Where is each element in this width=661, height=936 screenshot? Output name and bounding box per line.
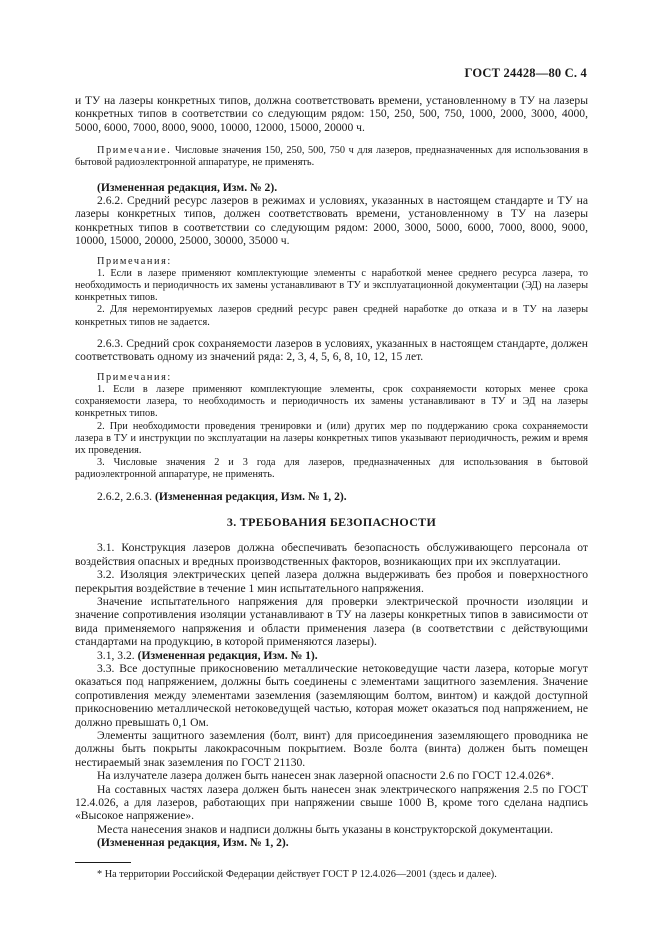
clause-3-1: 3.1. Конструкция лазеров должна обеспечивать безопасность обслуживающего персонала от воздействия опасных и вредных производственных факторов, возникающих при их эксплуатации. (75, 541, 588, 568)
edition-note (75, 490, 588, 503)
note-paragraph (75, 145, 588, 169)
clause-3-3-paragraph: Элементы защитного заземления (болт, винт) для присоединения заземляющего проводника не должны быть покрыты лакокрасочным покрытием. Возле болта (винта) должен быть помещен нестираемый знак заземления по ГОСТ 21130. (75, 729, 588, 769)
edition-note-text: (Измененная редакция, Изм. № 2). (97, 180, 278, 194)
footnote-divider (75, 862, 131, 863)
edition-note (75, 836, 588, 849)
clause-2-6-2: 2.6.2. Средний ресурс лазеров в режимах и условиях, указанных в настоящем стандарте и ТУ на лазеры конкретных типов, должен соответствовать времени, установленному в ТУ на лазеры конкретных типов в соответствии со следующим рядом: 2000, 3000, 5000, 6000, 7000, 8000, 9000, 10000, 15000, 20000, 25000, 30000, 35000 ч. (75, 194, 588, 248)
notes-heading: Примечания: (97, 255, 172, 267)
clause-3-2: 3.2. Изоляция электрических цепей лазера должна выдерживать без пробоя и поверхностного перекрытия воздействие в течение 1 мин испытательного напряжения. (75, 568, 588, 595)
section-title: 3. ТРЕБОВАНИЯ БЕЗОПАСНОСТИ (226, 514, 437, 529)
note-item: 2. Для неремонтируемых лазеров средний ресурс равен средней наработке до отказа и в ТУ на лазеры конкретных типов не задается. (75, 304, 588, 328)
note-item: 1. Если в лазере применяют комплектующие элементы, срок сохраняемости которых менее срока сохраняемости лазера, то необходимость и периодичность их замены устанавливают в ТУ и ЭД на лазеры конкретных типов. (75, 383, 588, 420)
page-header: ГОСТ 24428—80 С. 4 (464, 66, 587, 80)
clause-3-2-paragraph: Значение испытательного напряжения для проверки электрической прочности изоляции и значение сопротивления изоляции устанавливают в ТУ на лазеры конкретных типов в зависимости от вида применяемого напряжения и области применения лазера (в соответствии с действующими стандартами на продукцию, в которой применяются лазеры). (75, 594, 588, 649)
edition-note-text: (Измененная редакция, Изм. № 1, 2). (154, 489, 347, 503)
edition-note (75, 181, 588, 194)
footnote: * На территории Российской Федерации действует ГОСТ Р 12.4.026—2001 (здесь и далее). (97, 868, 497, 880)
clause-3-3-paragraph: На составных частях лазера должен быть нанесен знак электрического напряжения 2.5 по ГОСТ 12.4.026, а для лазеров, работающих при напряжении свыше 1000 В, кроме того сделана надпись «Высокое напряжение». (75, 782, 588, 823)
note-item: 2. При необходимости проведения тренировки и (или) других мер по поддержанию срока сохраняемости лазера в ТУ и инструкции по эксплуатации на лазеры конкретных типов указывают периодичность, режим и время их проведения. (75, 420, 588, 456)
paragraph-continuation: и ТУ на лазеры конкретных типов, должна соответствовать времени, установленному в ТУ на лазеры конкретных типов в соответствии со следующим рядом: 150, 250, 500, 750, 1000, 2000, 3000, 4000, 5000, 6000, 7000, 8000, 9000, 10000, 12000, 15000, 20000 ч. (75, 94, 588, 134)
clause-3-3-paragraph: На излучателе лазера должен быть нанесен знак лазерной опасности 2.6 по ГОСТ 12.4.026*. (97, 769, 555, 783)
edition-note-text: (Измененная редакция, Изм. № 1, 2). (97, 836, 289, 850)
note-item: 1. Если в лазере применяют комплектующие элементы с наработкой менее среднего ресурса лазера, то необходимость и периодичность их замены устанавливают в ТУ и эксплуатационной документации (ЭД) на лазеры конкретных типов. (75, 267, 588, 304)
clause-2-6-3: 2.6.3. Средний срок сохраняемости лазеров в условиях, указанных в настоящем стандарте, должен соответствовать одному из значений ряда: 2, 3, 4, 5, 6, 8, 10, 12, 15 лет. (75, 336, 588, 364)
notes-heading: Примечания: (97, 371, 172, 383)
note-heading: Примечание. (97, 145, 172, 157)
edition-note-prefix: 2.6.2, 2.6.3. (97, 489, 155, 503)
clause-3-3-paragraph: Места нанесения знаков и надписи должны быть указаны в конструкторской документации. (97, 822, 554, 836)
document-body (75, 94, 588, 881)
edition-note-text: (Измененная редакция, Изм. № 1). (137, 648, 318, 662)
edition-note-prefix: 3.1, 3.2. (97, 648, 138, 662)
note-item: 3. Числовые значения 2 и 3 года для лазеров, предназначенных для использования в бытовой радиоэлектронной аппаратуре, не применять. (75, 457, 588, 481)
edition-note (75, 649, 588, 662)
clause-3-3: 3.3. Все доступные прикосновению металлические нетоковедущие части лазера, которые могут оказаться под напряжением, должны быть соединены с элементами защитного заземления. Значение сопротивления между элементами заземления (заземляющим болтом, винтом) и каждой доступной прикосновению металлической нетоковедущей частью, которая может оказаться под напряжением, не должно превышать 0,1 Ом. (75, 661, 588, 729)
note-text: Числовые значения 150, 250, 500, 750 ч для лазеров, предназначенных для использования в бытовой радиоэлектронной аппаратуре, не применять. (75, 145, 588, 169)
